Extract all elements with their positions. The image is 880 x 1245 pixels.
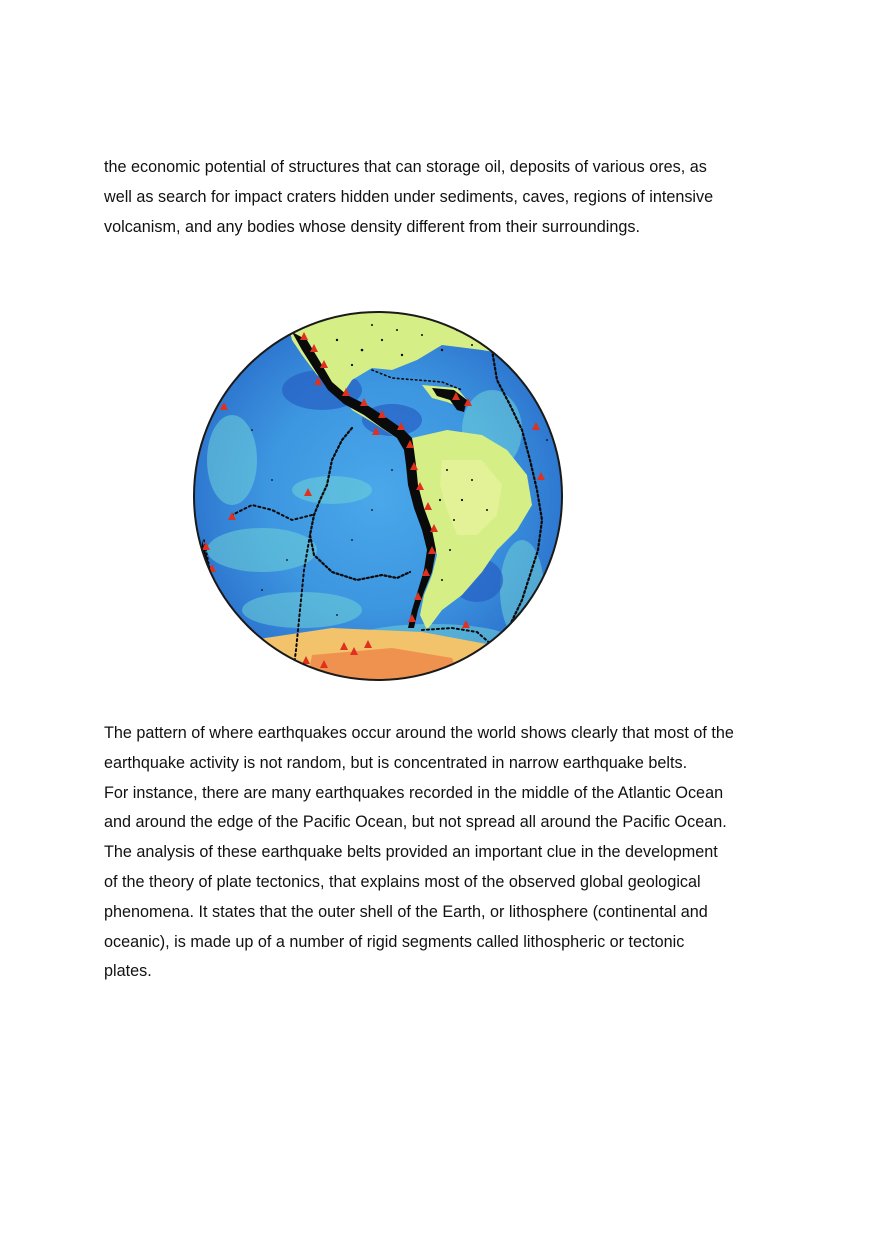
earthquake-globe-figure bbox=[192, 310, 564, 682]
text-line: well as search for impact craters hidden under sediments, caves, regions of intensive bbox=[104, 187, 714, 206]
text-line: phenomena. It states that the outer shell of the Earth, or lithosphere (continental and bbox=[104, 902, 708, 921]
paragraph-earthquake-belts bbox=[104, 719, 794, 987]
globe-illustration bbox=[192, 310, 564, 682]
text-line: plates. bbox=[104, 962, 152, 981]
text-line: volcanism, and any bodies whose density different from their surroundings. bbox=[104, 217, 640, 236]
text-line: oceanic), is made up of a number of rigid segments called lithospheric or tectonic bbox=[104, 932, 685, 951]
text-line: of the theory of plate tectonics, that explains most of the observed global geological bbox=[104, 872, 701, 891]
text-line: the economic potential of structures that can storage oil, deposits of various ores, as bbox=[104, 158, 707, 176]
text-line: and around the edge of the Pacific Ocean, but not spread all around the Pacific Ocean. bbox=[104, 813, 727, 832]
text-line: The analysis of these earthquake belts provided an important clue in the development bbox=[104, 843, 718, 862]
paragraph-intro bbox=[104, 153, 794, 242]
text-line: The pattern of where earthquakes occur around the world shows clearly that most of the bbox=[104, 724, 734, 742]
text-line: For instance, there are many earthquakes recorded in the middle of the Atlantic Ocean bbox=[104, 783, 724, 802]
text-line: earthquake activity is not random, but is concentrated in narrow earthquake belts. bbox=[104, 753, 688, 772]
